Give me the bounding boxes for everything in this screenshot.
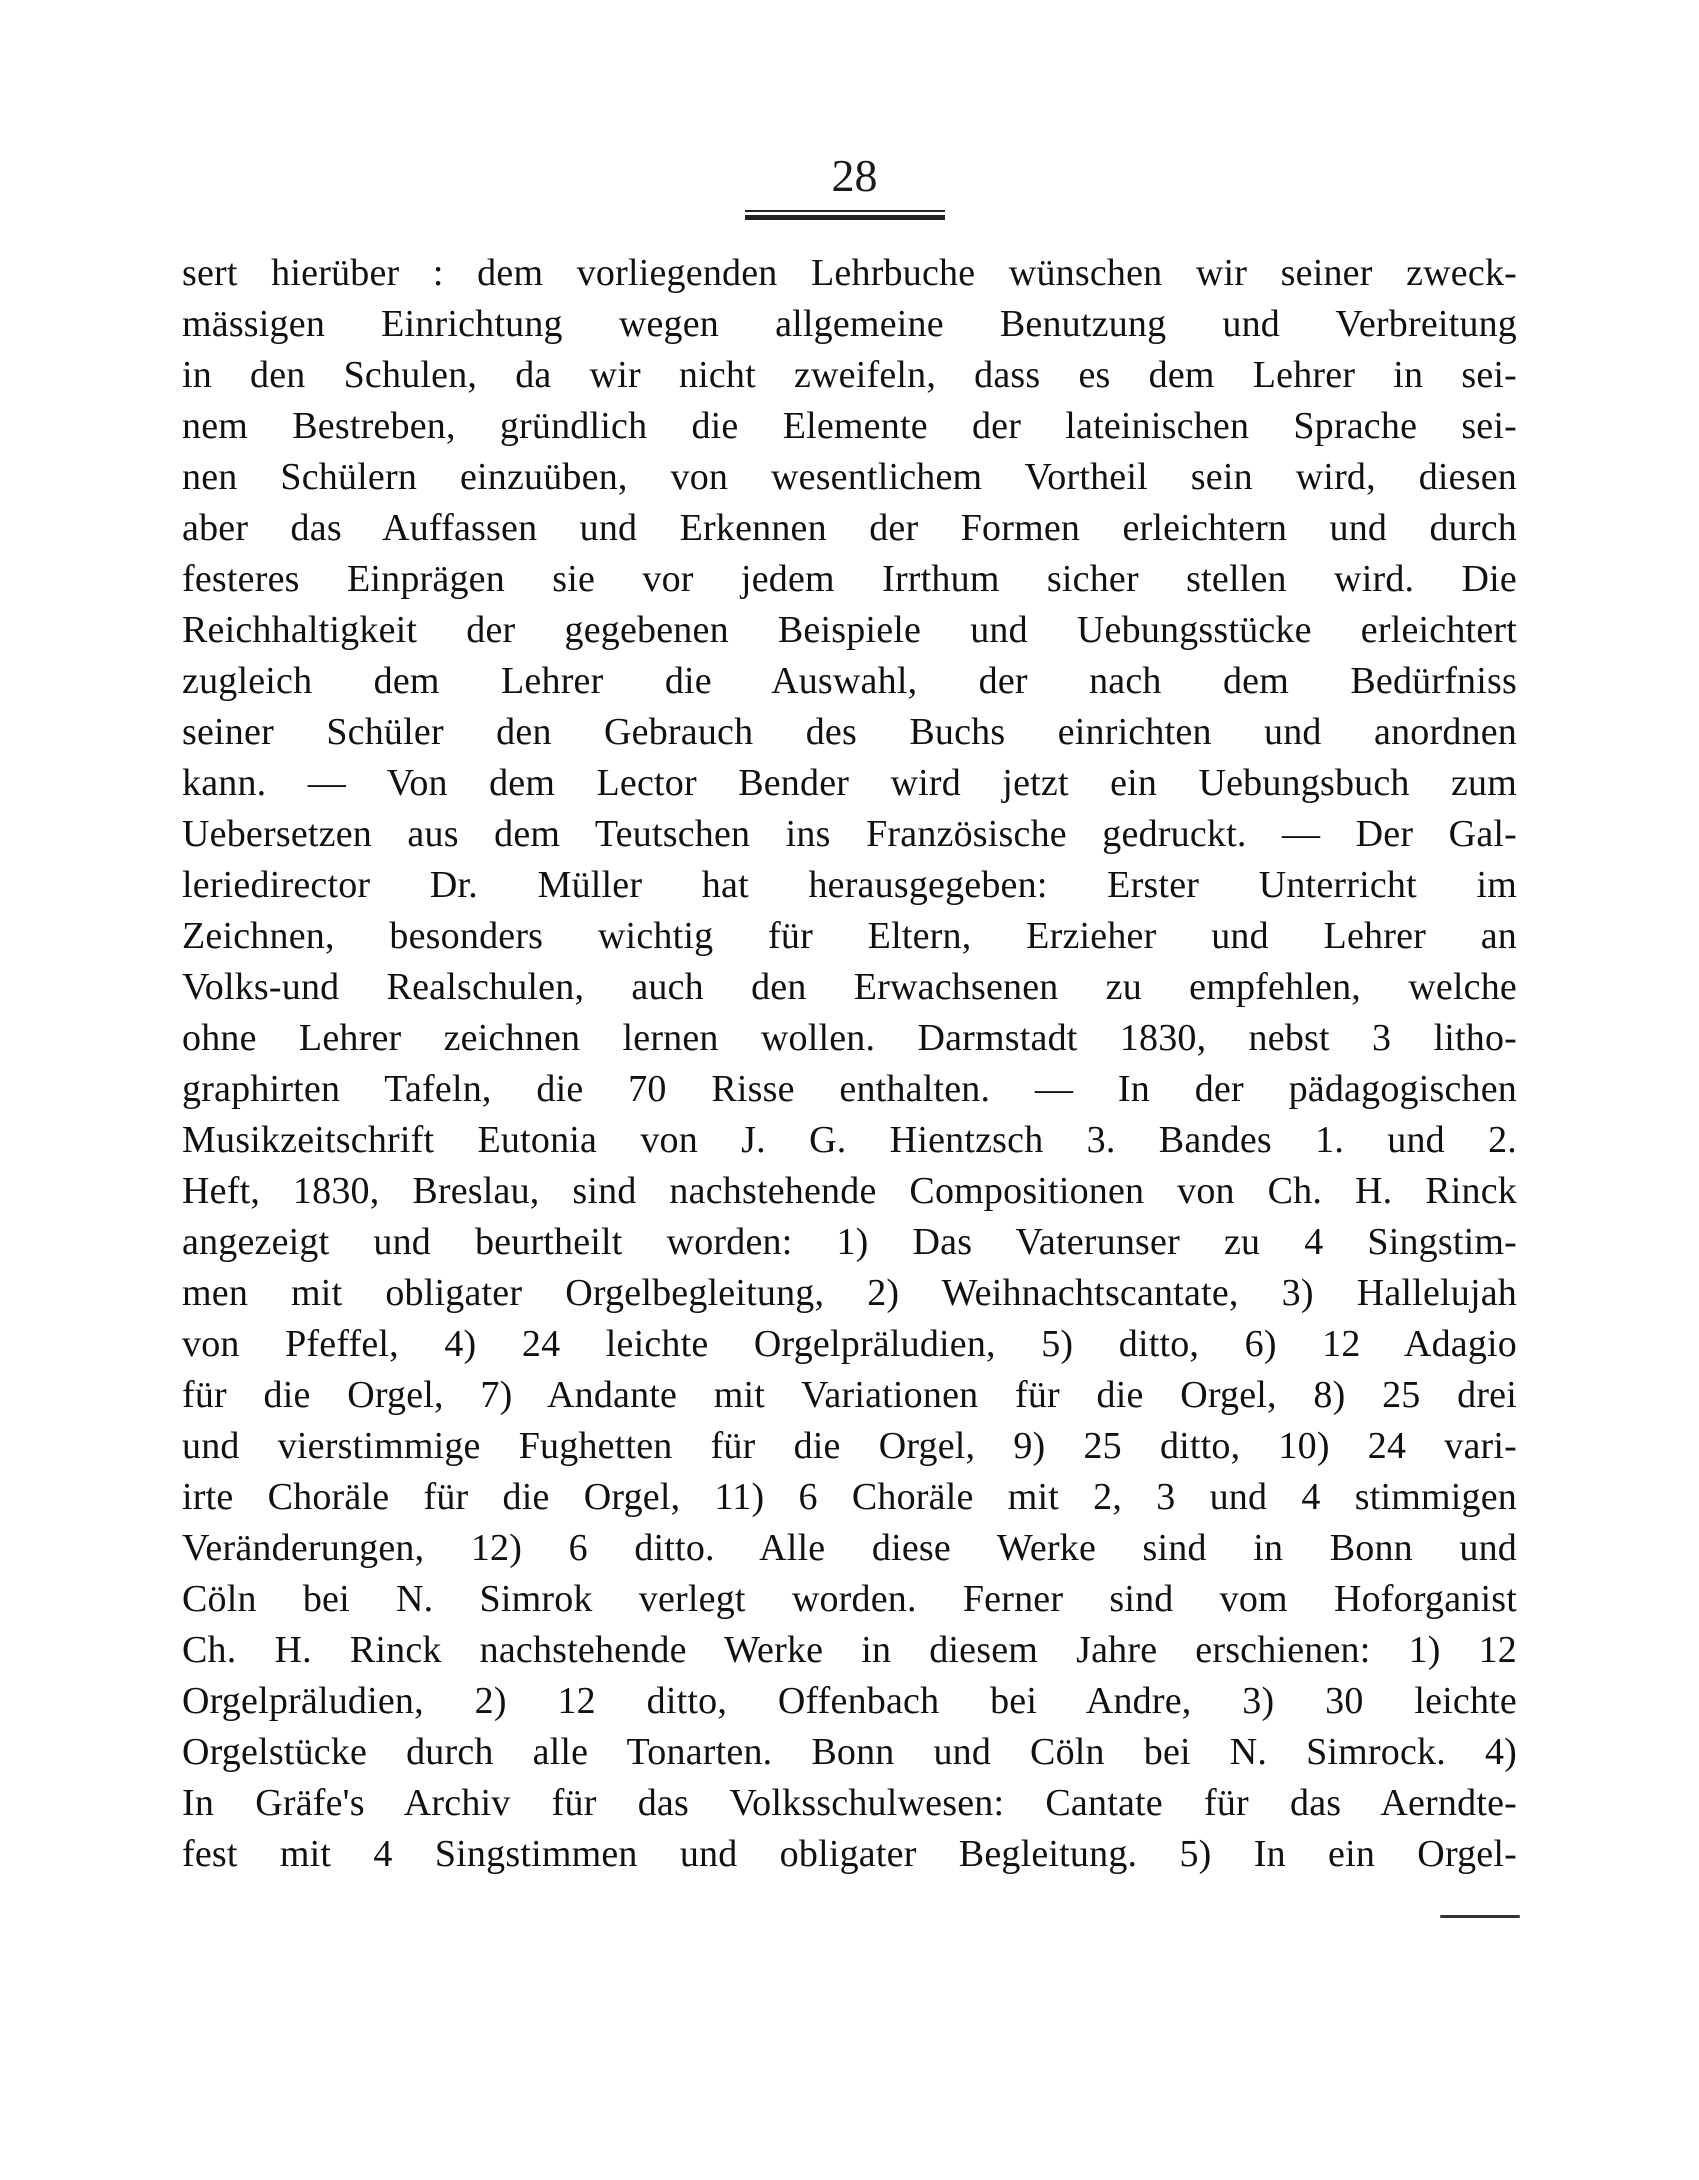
- text-line: aber das Auffassen und Erkennen der Formen erleichtern und durch: [182, 507, 1517, 549]
- text-line: graphirten Tafeln, die 70 Risse enthalten. — In der pädagogischen: [182, 1068, 1517, 1110]
- text-line: Musikzeitschrift Eutonia von J. G. Hientzsch 3. Bandes 1. und 2.: [182, 1119, 1517, 1161]
- text-line: für die Orgel, 7) Andante mit Variationen für die Orgel, 8) 25 drei: [182, 1374, 1517, 1416]
- text-line: Heft, 1830, Breslau, sind nachstehende Compositionen von Ch. H. Rinck: [182, 1170, 1517, 1212]
- text-line: in den Schulen, da wir nicht zweifeln, dass es dem Lehrer in sei-: [182, 354, 1517, 396]
- text-line: Veränderungen, 12) 6 ditto. Alle diese Werke sind in Bonn und: [182, 1527, 1517, 1569]
- text-line: Volks-und Realschulen, auch den Erwachsenen zu empfehlen, welche: [182, 966, 1517, 1008]
- text-line: festeres Einprägen sie vor jedem Irrthum sicher stellen wird. Die: [182, 558, 1517, 600]
- text-line: ohne Lehrer zeichnen lernen wollen. Darmstadt 1830, nebst 3 litho-: [182, 1017, 1517, 1059]
- header-rule-thin: [745, 210, 945, 212]
- header-rule-thick: [745, 215, 945, 220]
- text-line: Uebersetzen aus dem Teutschen ins Französische gedruckt. — Der Gal-: [182, 813, 1517, 855]
- text-line: mässigen Einrichtung wegen allgemeine Benutzung und Verbreitung: [182, 303, 1517, 345]
- text-line: Ch. H. Rinck nachstehende Werke in diesem Jahre erschienen: 1) 12: [182, 1629, 1517, 1671]
- text-line: Cöln bei N. Simrok verlegt worden. Ferner sind vom Hoforganist: [182, 1578, 1517, 1620]
- text-line: von Pfeffel, 4) 24 leichte Orgelpräludien, 5) ditto, 6) 12 Adagio: [182, 1323, 1517, 1365]
- text-line: leriedirector Dr. Müller hat herausgegeben: Erster Unterricht im: [182, 864, 1517, 906]
- text-line: Orgelstücke durch alle Tonarten. Bonn und Cöln bei N. Simrock. 4): [182, 1731, 1517, 1773]
- body-text: [182, 248, 1517, 1880]
- text-line: zugleich dem Lehrer die Auswahl, der nach dem Bedürfniss: [182, 660, 1517, 702]
- page-number: 28: [831, 150, 878, 201]
- text-line: nen Schülern einzuüben, von wesentlichem Vortheil sein wird, diesen: [182, 456, 1517, 498]
- text-line: und vierstimmige Fughetten für die Orgel, 9) 25 ditto, 10) 24 vari-: [182, 1425, 1517, 1467]
- text-line: irte Choräle für die Orgel, 11) 6 Choräle mit 2, 3 und 4 stimmigen: [182, 1476, 1517, 1518]
- text-line: Zeichnen, besonders wichtig für Eltern, Erzieher und Lehrer an: [182, 915, 1517, 957]
- text-line: Orgelpräludien, 2) 12 ditto, Offenbach bei Andre, 3) 30 leichte: [182, 1680, 1517, 1722]
- catchword-mark: [1440, 1910, 1520, 1922]
- text-line: fest mit 4 Singstimmen und obligater Begleitung. 5) In ein Orgel-: [182, 1833, 1517, 1875]
- text-line: In Gräfe's Archiv für das Volksschulwesen: Cantate für das Aerndte-: [182, 1782, 1517, 1824]
- text-line: nem Bestreben, gründlich die Elemente der lateinischen Sprache sei-: [182, 405, 1517, 447]
- text-line: angezeigt und beurtheilt worden: 1) Das Vaterunser zu 4 Singstim-: [182, 1221, 1517, 1263]
- text-line: seiner Schüler den Gebrauch des Buchs einrichten und anordnen: [182, 711, 1517, 753]
- page-header: [0, 150, 1699, 202]
- text-line: sert hierüber : dem vorliegenden Lehrbuche wünschen wir seiner zweck-: [182, 252, 1517, 294]
- text-line: kann. — Von dem Lector Bender wird jetzt ein Uebungsbuch zum: [182, 762, 1517, 804]
- text-line: Reichhaltigkeit der gegebenen Beispiele und Uebungsstücke erleichtert: [182, 609, 1517, 651]
- catchword-dash: [1440, 1915, 1520, 1918]
- text-line: men mit obligater Orgelbegleitung, 2) Weihnachtscantate, 3) Hallelujah: [182, 1272, 1517, 1314]
